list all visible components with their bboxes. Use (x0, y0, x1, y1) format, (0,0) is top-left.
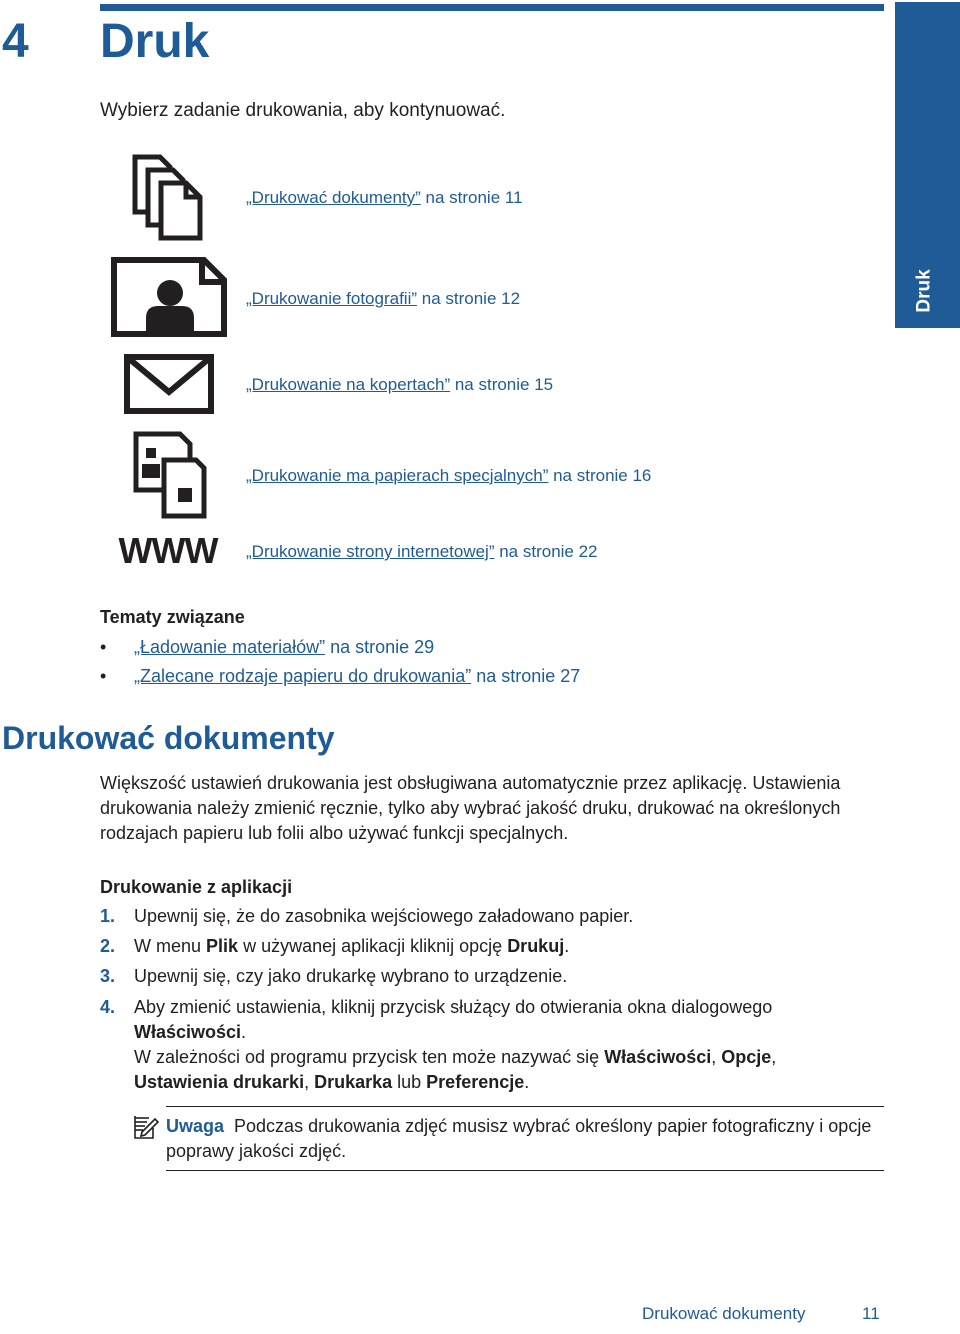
note-rule (166, 1170, 884, 1171)
special-paper-icon (132, 430, 208, 520)
photo-icon (110, 256, 228, 338)
section-title: Drukować dokumenty (2, 720, 335, 756)
page-number: 11 (862, 1304, 880, 1323)
documents-icon (130, 152, 210, 242)
task-link-documents[interactable]: „Drukować dokumenty” na stronie 11 (246, 188, 523, 207)
header-rule (100, 4, 884, 11)
task-link-web-page[interactable]: „Drukowanie strony internetowej” na stronie 22 (246, 542, 598, 561)
section-paragraph: Większość ustawień drukowania jest obsługiwana automatycznie przez aplikację. Ustawienia drukowania należy zmienić ręcznie, tylko aby wybrać jakość druku, drukować na określonych rodzajach papieru lub folii albo używać funkcji specjalnych. (100, 773, 841, 843)
chapter-number: 4 (2, 15, 29, 68)
procedure-heading: Drukowanie z aplikacji (100, 877, 293, 897)
note-text: Uwaga Podczas drukowania zdjęć musisz wybrać określony papier fotograficzny i opcje poprawy jakości zdjęć. (166, 1116, 872, 1161)
bullet-icon: • (100, 637, 107, 657)
step-4-note: W zależności od programu przycisk ten może nazywać się Właściwości, Opcje, Ustawienia drukarki, Drukarka lub Preferencje. (134, 1047, 777, 1092)
task-link-special-paper[interactable]: „Drukowanie ma papierach specjalnych” na stronie 16 (246, 466, 652, 485)
note-rule (166, 1106, 884, 1107)
footer-section-label: Drukować dokumenty (642, 1304, 806, 1323)
note-pencil-icon (133, 1114, 159, 1140)
bullet-icon: • (100, 666, 107, 686)
chapter-title: Druk (100, 15, 210, 68)
task-link-photos[interactable]: „Drukowanie fotografii” na stronie 12 (246, 289, 521, 308)
intro-text: Wybierz zadanie drukowania, aby kontynuować. (100, 100, 506, 121)
svg-text:WWW: WWW (118, 536, 218, 566)
side-tab-label: Druk (913, 269, 935, 313)
note-label: Uwaga (166, 1116, 225, 1136)
envelope-icon (124, 354, 214, 414)
related-topics-heading: Tematy związane (100, 607, 245, 627)
task-link-envelopes[interactable]: „Drukowanie na kopertach” na stronie 15 (246, 375, 554, 394)
www-icon (110, 536, 226, 566)
chapter-side-tab (895, 2, 960, 328)
